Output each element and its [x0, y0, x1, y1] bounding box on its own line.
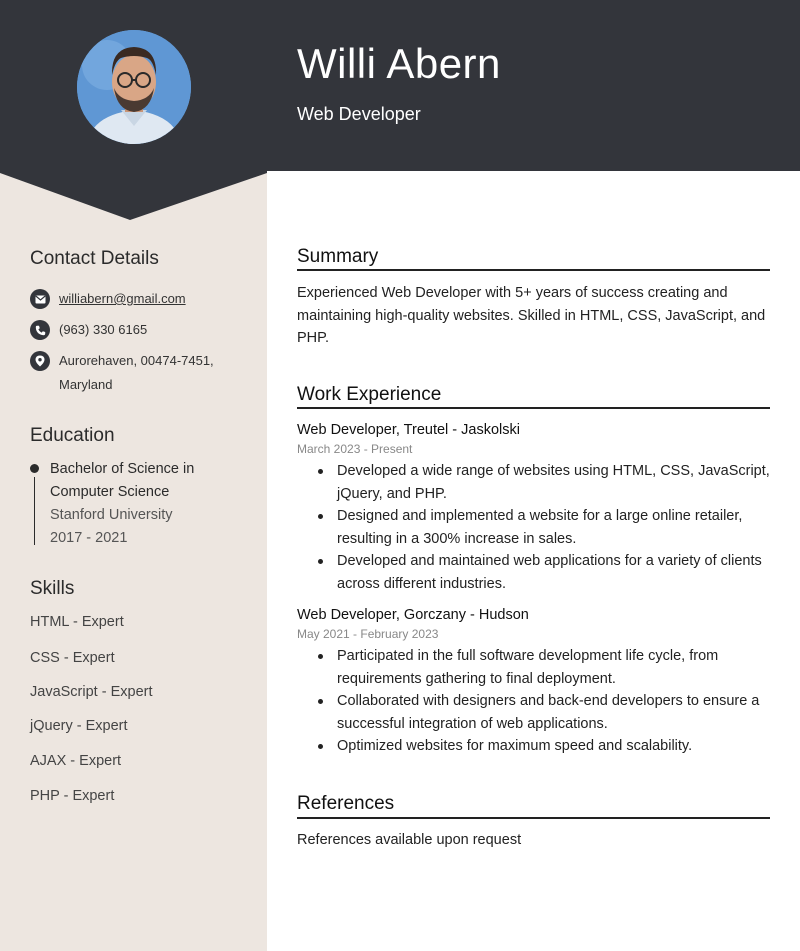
- phone-number: (963) 330 6165: [59, 322, 148, 337]
- skill-item: CSS - Expert: [30, 650, 115, 666]
- education-degree: Bachelor of Science in Computer Science: [50, 461, 195, 500]
- header-chevron: [0, 170, 267, 222]
- timeline-dot: [30, 464, 39, 473]
- email-link[interactable]: williabern@gmail.com: [59, 291, 186, 306]
- skills-section-title: Skills: [30, 578, 75, 599]
- references-section-title: References: [297, 793, 395, 814]
- experience-section-title: Work Experience: [297, 384, 442, 405]
- contact-section-title: Contact Details: [30, 248, 159, 269]
- skill-item: AJAX - Expert: [30, 753, 122, 769]
- references-text: References available upon request: [297, 832, 522, 848]
- education-school: Stanford University: [50, 507, 173, 523]
- location-icon: [30, 351, 50, 371]
- phone-icon: [30, 320, 50, 340]
- section-divider: [297, 407, 770, 409]
- summary-text: Experienced Web Developer with 5+ years of success creating and maintaining high-quality websites. Skilled in HTML, CSS, JavaScript, and PHP.: [297, 285, 766, 346]
- email-icon: [30, 289, 50, 309]
- profile-photo: [77, 30, 191, 144]
- section-divider: [297, 817, 770, 819]
- skill-item: PHP - Expert: [30, 788, 115, 804]
- job-title: Web Developer, Treutel - Jaskolski: [297, 422, 520, 438]
- address-line-2: Maryland: [59, 377, 113, 392]
- job-bullet: Collaborated with designers and back-end developers to ensure a successful integration of web applications.: [337, 690, 772, 735]
- timeline-line: [34, 477, 35, 545]
- contact-phone-row: [30, 320, 147, 342]
- skill-item: JavaScript - Expert: [30, 684, 153, 700]
- candidate-name: Willi Abern: [297, 40, 501, 87]
- job-bullet-list: [297, 645, 772, 758]
- education-years: 2017 - 2021: [50, 530, 128, 546]
- section-divider: [297, 269, 770, 271]
- summary-section-title: Summary: [297, 246, 379, 267]
- job-bullet: Optimized websites for maximum speed and scalability.: [337, 735, 772, 758]
- contact-address-row: [30, 351, 214, 397]
- job-bullet: Developed and maintained web applications for a variety of clients across different industries.: [337, 550, 772, 595]
- skill-item: jQuery - Expert: [30, 718, 128, 734]
- skill-item: HTML - Expert: [30, 614, 124, 630]
- job-dates: March 2023 - Present: [297, 442, 413, 456]
- address-line-1: Aurorehaven, 00474-7451,: [59, 353, 214, 368]
- job-dates: May 2021 - February 2023: [297, 627, 439, 641]
- job-bullet: Developed a wide range of websites using HTML, CSS, JavaScript, jQuery, and PHP.: [337, 460, 772, 505]
- job-bullet: Designed and implemented a website for a large online retailer, resulting in a 300% increase in sales.: [337, 505, 772, 550]
- job-bullet-list: [297, 460, 772, 595]
- candidate-role: Web Developer: [297, 104, 421, 124]
- job-title: Web Developer, Gorczany - Hudson: [297, 607, 529, 623]
- contact-email-row: [30, 289, 186, 311]
- address: [59, 349, 214, 397]
- education-section-title: Education: [30, 425, 115, 446]
- job-bullet: Participated in the full software development life cycle, from requirements gathering to final deployment.: [337, 645, 772, 690]
